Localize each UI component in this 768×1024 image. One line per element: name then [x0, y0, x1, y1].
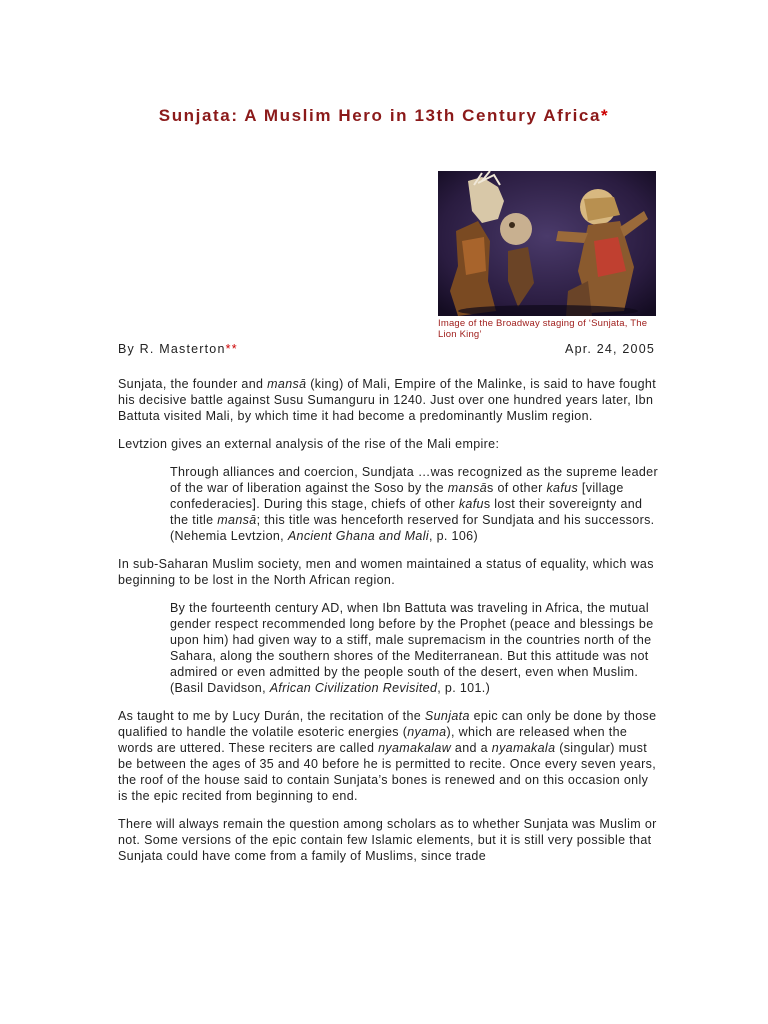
- author: By R. Masterton: [118, 342, 226, 356]
- title-footnote-marker[interactable]: *: [601, 106, 610, 125]
- author-footnote-marker[interactable]: **: [225, 342, 238, 356]
- paragraph: Sunjata, the founder and mansā (king) of Mali, Empire of the Malinke, is said to have fought his decisive battle against Susu Sumanguru in 1240. Just over one hundred years later, Ibn Battuta visited Mali, by which time it had become a predominantly Muslim region.: [118, 377, 657, 423]
- broadway-staging-photo: [438, 171, 656, 316]
- block-quote: Through alliances and coercion, Sundjata …was recognized as the supreme leader of the war of liberation against the Soso by the mansās of other kafus [village confederacies]. During this stage, chiefs of other kafus lost their sovereignty and the title mansā; this title was henceforth reserved for Sundjata and his successors. (Nehemia Levtzion, Ancient Ghana and Mali, p. 106): [170, 465, 658, 543]
- figure: [438, 171, 656, 340]
- article-body: [118, 376, 658, 876]
- title-text: Sunjata: A Muslim Hero in 13th Century Africa: [158, 106, 602, 125]
- block-quote: By the fourteenth century AD, when Ibn Battuta was traveling in Africa, the mutual gender respect recommended long before by the Prophet (peace and blessings be upon him) had given way to a stiff, male supremacism in the countries north of the Sahara, along the southern shores of the Mediterranean. But this attitude was not admired or even admitted by the people south of the desert, even when Muslim. (Basil Davidson, African Civilization Revisited, p. 101.): [170, 601, 654, 695]
- byline: [118, 342, 655, 356]
- paragraph: As taught to me by Lucy Durán, the recitation of the Sunjata epic can only be done by those qualified to handle the volatile esoteric energies (nyama), which are released when the words are uttered. These reciters are called nyamakalaw and a nyamakala (singular) must be between the ages of 35 and 40 before he is permitted to recite. Once every seven years, the roof of the house said to contain Sunjata’s bones is renewed and on this occasion only is the epic recited from beginning to end.: [118, 709, 657, 803]
- figure-caption: Image of the Broadway staging of ‘Sunjata, The Lion King’: [438, 318, 648, 340]
- paragraph: Levtzion gives an external analysis of the rise of the Mali empire:: [118, 437, 500, 451]
- paragraph: In sub-Saharan Muslim society, men and women maintained a status of equality, which was beginning to be lost in the North African region.: [118, 557, 654, 587]
- publication-date: Apr. 24, 2005: [565, 342, 655, 356]
- paragraph: There will always remain the question among scholars as to whether Sunjata was Muslim or not. Some versions of the epic contain few Islamic elements, but it is still very possible that Sunjata could have come from a family of Muslims, since trade: [118, 817, 657, 863]
- page-title: [0, 106, 768, 126]
